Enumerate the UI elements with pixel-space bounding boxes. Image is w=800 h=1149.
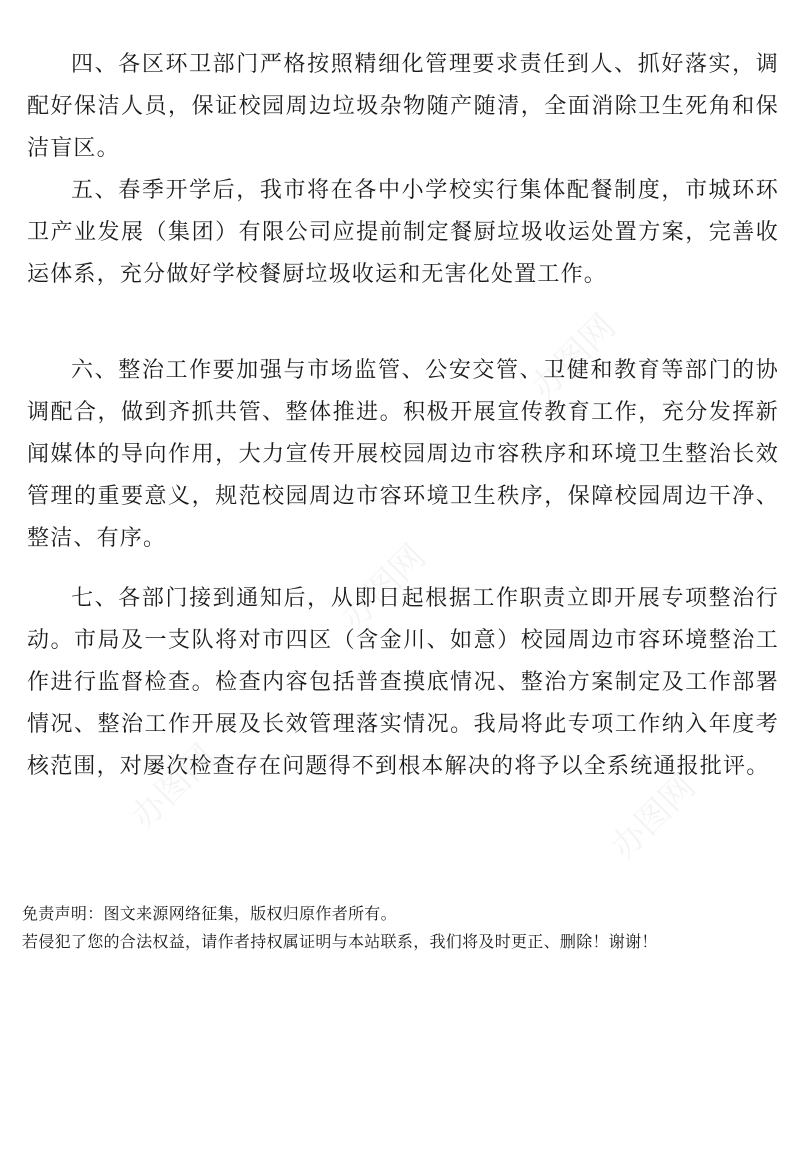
disclaimer	[22, 900, 792, 956]
watermark: 办图网	[603, 766, 704, 868]
watermark: 办图网	[123, 736, 224, 838]
watermark: 办图网	[333, 536, 434, 638]
paragraph-5: 五、春季开学后，我市将在各中小学校实行集体配餐制度，市城环环卫产业发展（集团）有限公司应提前制定餐厨垃圾收运处置方案，完善收运体系，充分做好学校餐厨垃圾收运和无害化处置工作。	[27, 178, 779, 287]
watermark: 办图网	[523, 306, 624, 408]
disclaimer-line-2: 若侵犯了您的合法权益，请作者持权属证明与本站联系，我们将及时更正、删除！谢谢！	[22, 932, 658, 951]
paragraph-7: 七、各部门接到通知后，从即日起根据工作职责立即开展专项整治行动。市局及一支队将对市四区（含金川、如意）校园周边市容环境整治工作进行监督检查。检查内容包括普查摸底情况、整治方案制定及工作部署情况、整治工作开展及长效管理落实情况。我局将此专项工作纳入年度考核范围，对屡次检查存在问题得不到根本解决的将予以全系统通报批评。	[27, 586, 779, 779]
paragraph-6: 六、整治工作要加强与市场监管、公安交管、卫健和教育等部门的协调配合，做到齐抓共管、整体推进。积极开展宣传教育工作，充分发挥新闻媒体的导向作用，大力宣传开展校园周边市容秩序和环境卫生整治长效管理的重要意义，规范校园周边市容环境卫生秩序，保障校园周边干净、整洁、有序。	[27, 358, 779, 551]
disclaimer-line-1: 免责声明：图文来源网络征集，版权归原作者所有。	[22, 904, 397, 923]
paragraph-4: 四、各区环卫部门严格按照精细化管理要求责任到人、抓好落实，调配好保洁人员，保证校园周边垃圾杂物随产随清，全面消除卫生死角和保洁盲区。	[27, 52, 779, 161]
